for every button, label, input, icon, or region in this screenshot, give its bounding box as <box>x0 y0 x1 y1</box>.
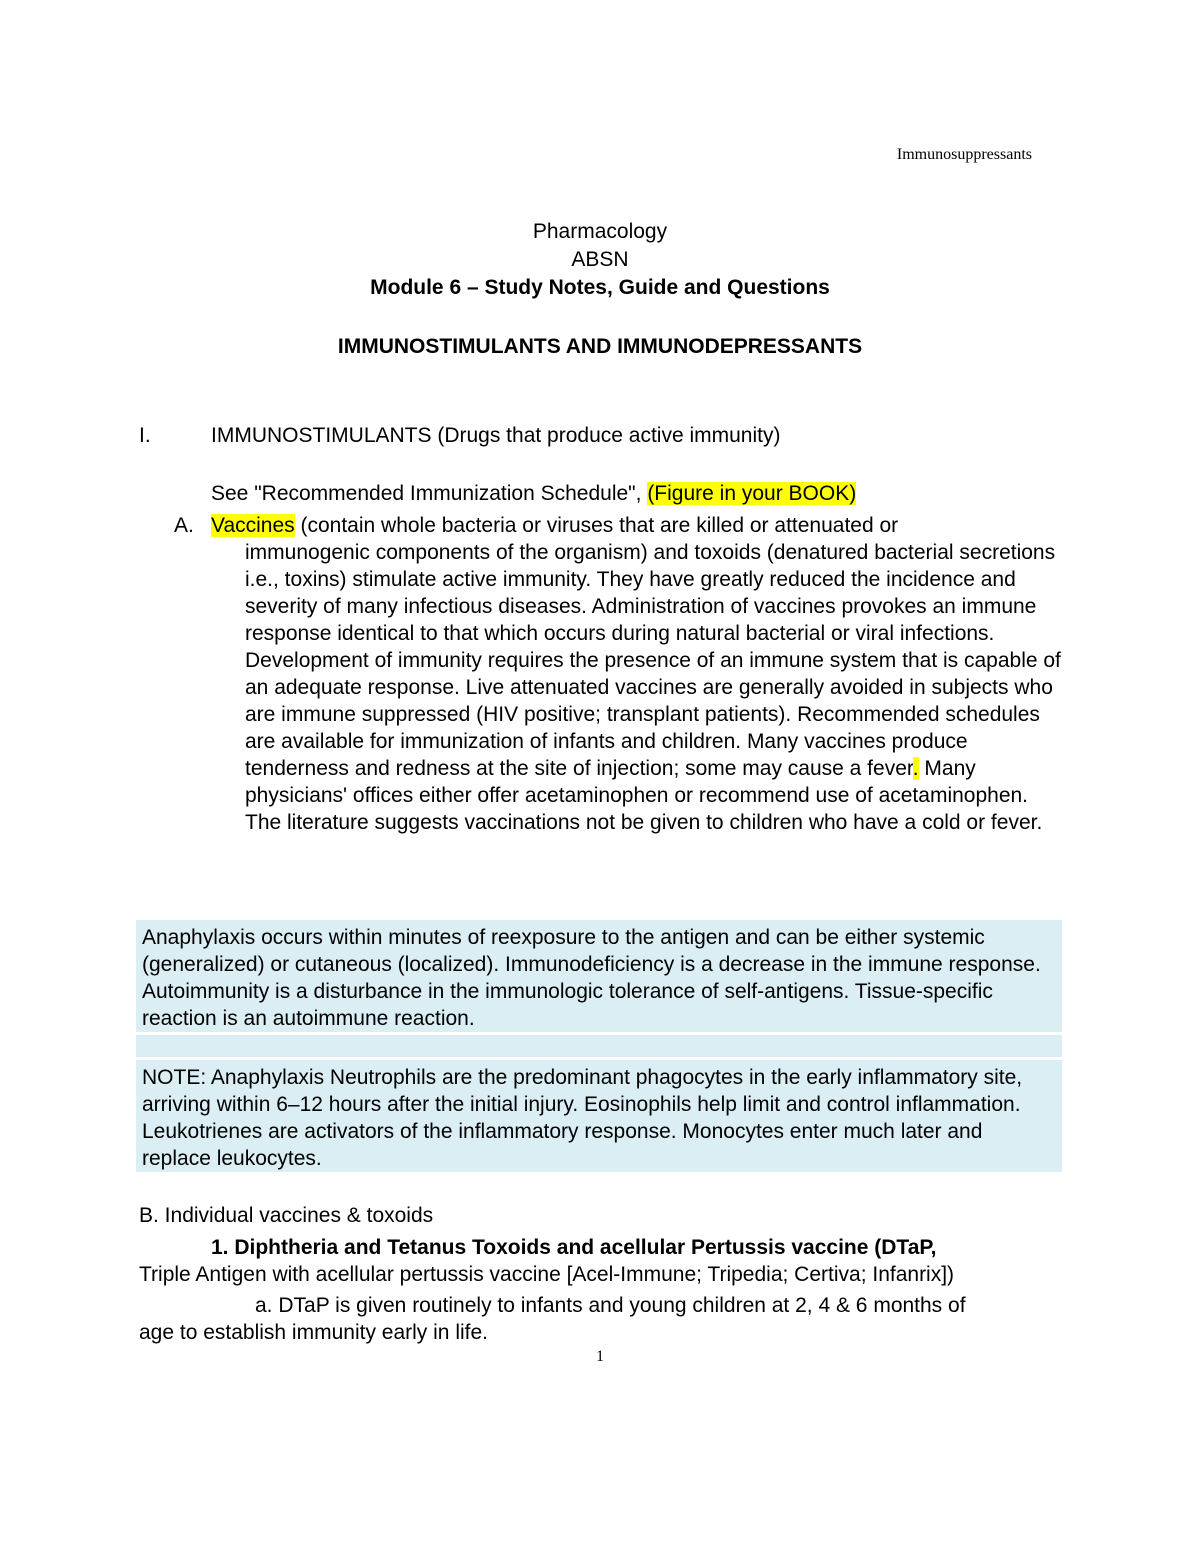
item-1a-line1: a. DTaP is given routinely to infants and young children at 2, 4 & 6 months of <box>255 1294 966 1317</box>
item-keyword: Vaccines <box>211 514 295 537</box>
subject-heading: IMMUNOSTIMULANTS AND IMMUNODEPRESSANTS <box>337 335 863 358</box>
section-i-heading <box>139 424 780 448</box>
running-header: Immunosuppressants <box>896 146 1032 163</box>
item-1-bold: 1. Diphtheria and Tetanus Toxoids and acellular Pertussis vaccine (DTaP, <box>211 1236 937 1259</box>
item-tail: Many physicians' offices either offer acetaminophen or recommend use of acetaminophen. The literature suggests vaccinations not be given to children who have a cold or fever. <box>245 757 1043 834</box>
page-number: 1 <box>596 1348 604 1365</box>
item-letter: A. <box>174 514 194 537</box>
note-box-spacer <box>136 1035 1062 1057</box>
item-1-dtap <box>139 1234 1069 1288</box>
course-title: Pharmacology <box>532 220 668 243</box>
module-title: Module 6 – Study Notes, Guide and Questions <box>370 276 830 299</box>
note-box-neutrophils: NOTE: Anaphylaxis Neutrophils are the predominant phagocytes in the early inflammatory site, arriving within 6–12 hours after the initial injury. Eosinophils help limit and control inflammation. Leukotrienes are activators of the inflammatory response. Monocytes enter much later and replace leukocytes. <box>136 1060 1062 1172</box>
see-reference <box>211 482 856 506</box>
program-title: ABSN <box>571 248 629 271</box>
note-box-anaphylaxis: Anaphylaxis occurs within minutes of reexposure to the antigen and can be either systemic (generalized) or cutaneous (localized). Immunodeficiency is a decrease in the immune response. Autoimmunity is a disturbance in the immunologic tolerance of self-antigens. Tissue-specific reaction is an autoimmune reaction. <box>136 920 1062 1032</box>
section-number: I. <box>139 424 151 447</box>
item-body: immunogenic components of the organism) and toxoids (denatured bacterial secretions i.e., toxins) stimulate active immunity. They have greatly reduced the incidence and severity of many infectious diseases. Administration of vaccines provokes an immune response identical to that which occurs during natural bacterial or viral infections. Development of immunity requires the presence of an immune system that is capable of an adequate response. Live attenuated vaccines are generally avoided in subjects who are immune suppressed (HIV positive; transplant patients). Recommended schedules are available for immunization of infants and children. Many vaccines produce tenderness and redness at the site of injection; some may cause a fever <box>245 541 1061 780</box>
item-1-rest: Triple Antigen with acellular pertussis vaccine [Acel-Immune; Tripedia; Certiva; Infanrix]) <box>139 1263 955 1286</box>
see-highlight: (Figure in your BOOK) <box>647 482 857 505</box>
item-a-vaccines <box>174 512 1064 836</box>
see-text: See "Recommended Immunization Schedule", <box>211 482 648 505</box>
item-1a-line2: age to establish immunity early in life. <box>139 1321 488 1344</box>
section-title: IMMUNOSTIMULANTS (Drugs that produce active immunity) <box>211 424 781 447</box>
item-1a <box>139 1292 1069 1346</box>
section-b-heading: B. Individual vaccines & toxoids <box>139 1204 434 1227</box>
item-period: . <box>912 757 919 780</box>
title-block <box>0 218 1200 302</box>
item-first-line: (contain whole bacteria or viruses that are killed or attenuated or <box>294 514 899 537</box>
